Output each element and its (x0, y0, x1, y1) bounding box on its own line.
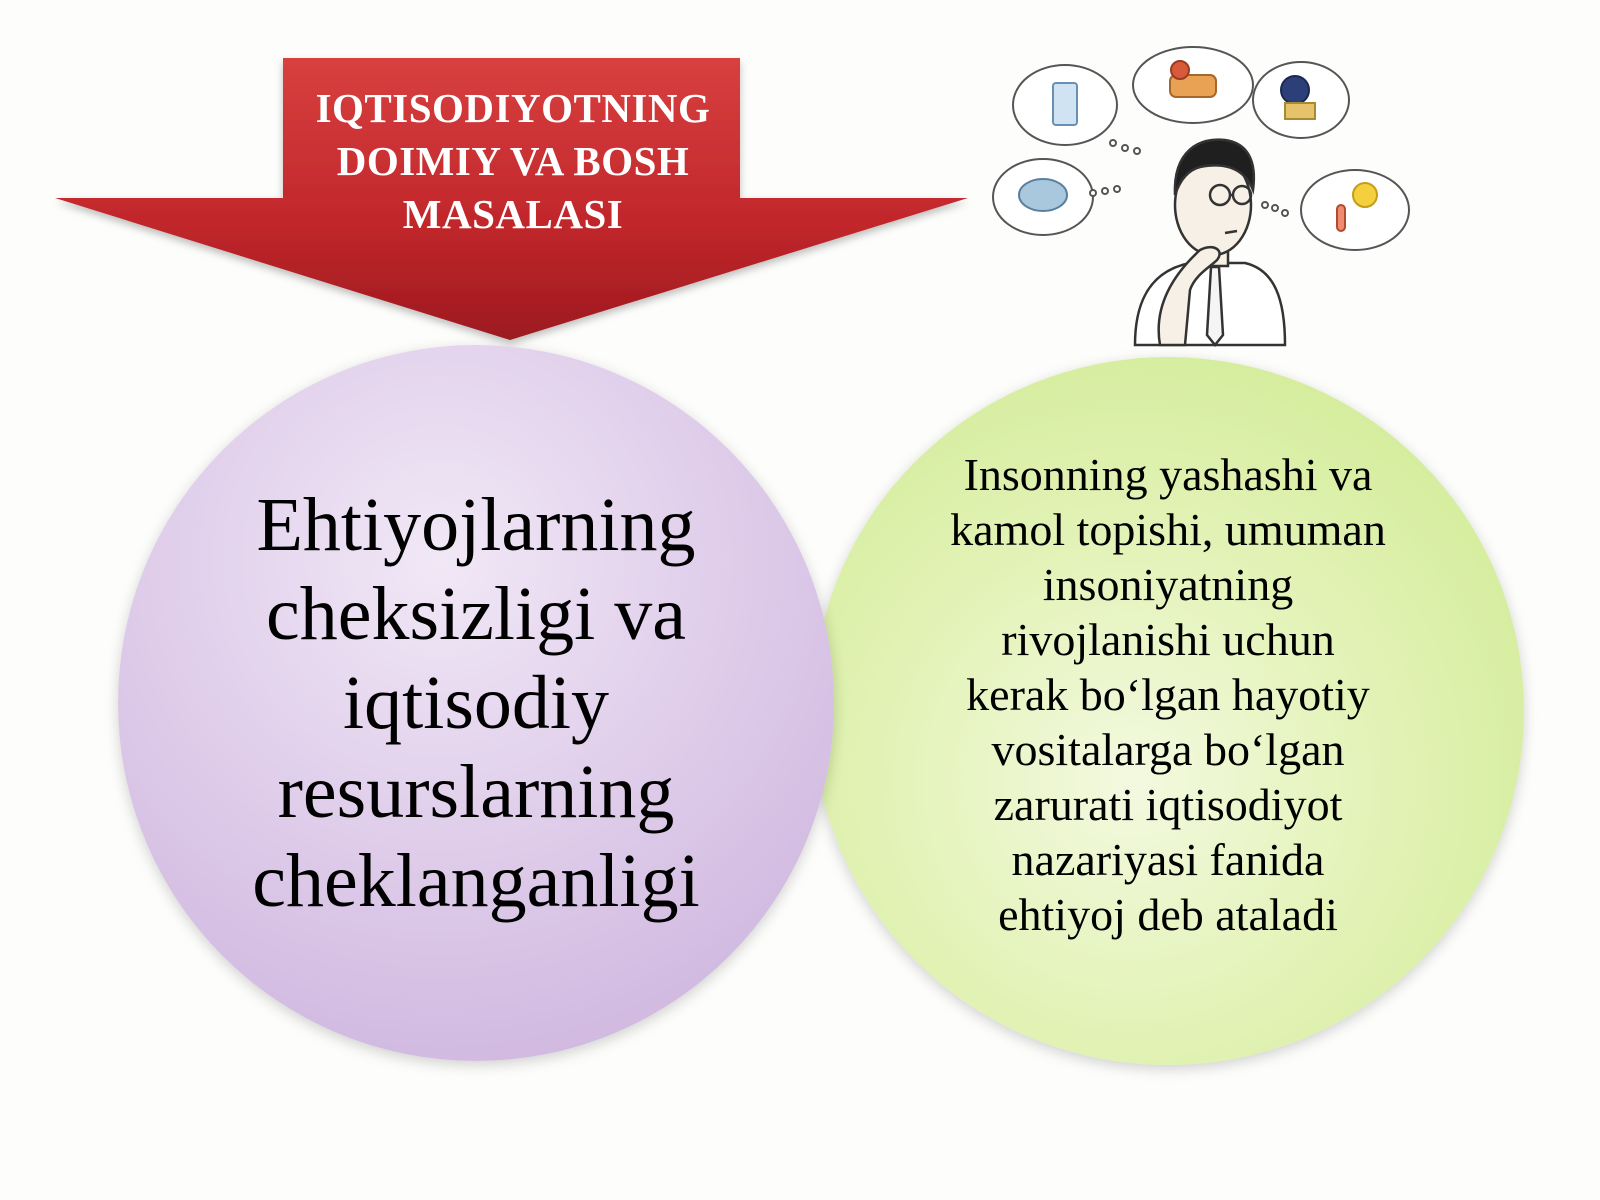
definition-line: kamol topishi, umuman (950, 503, 1386, 555)
cloud-glass-icon (1013, 65, 1117, 145)
needs-definition-text (950, 447, 1386, 942)
cloud-food-icon (1133, 47, 1253, 123)
title-line: IQTISODIYOTNING (315, 85, 711, 131)
slide-title (285, 82, 741, 241)
scarcity-text (252, 481, 699, 926)
title-line: MASALASI (402, 191, 624, 237)
definition-line: zarurati iqtisodiyot (993, 778, 1343, 830)
cloud-wind-icon (993, 159, 1093, 235)
definition-line: Insonning yashashi va (963, 448, 1373, 500)
title-line: DOIMIY VA BOSH (336, 138, 690, 184)
definition-line: vositalarga bo‘lgan (991, 723, 1345, 775)
cloud-sun-icon (1301, 170, 1409, 250)
scarcity-line: resurslarning (277, 749, 675, 834)
thinking-man-icon (985, 45, 1455, 360)
definition-line: ehtiyoj deb ataladi (998, 888, 1338, 940)
definition-line: kerak bo‘lgan hayotiy (966, 668, 1370, 720)
scarcity-circle (118, 345, 834, 1061)
scarcity-line: cheklanganligi (252, 838, 700, 923)
scarcity-line: iqtisodiy (342, 660, 610, 745)
needs-definition-circle (812, 357, 1524, 1065)
scarcity-line: Ehtiyojlarning (256, 482, 696, 567)
definition-line: rivojlanishi uchun (1001, 613, 1335, 665)
definition-line: nazariyasi fanida (1011, 833, 1325, 885)
cloud-bed-icon (1253, 62, 1349, 138)
definition-line: insoniyatning (1042, 558, 1294, 610)
scarcity-line: cheksizligi va (266, 571, 686, 656)
